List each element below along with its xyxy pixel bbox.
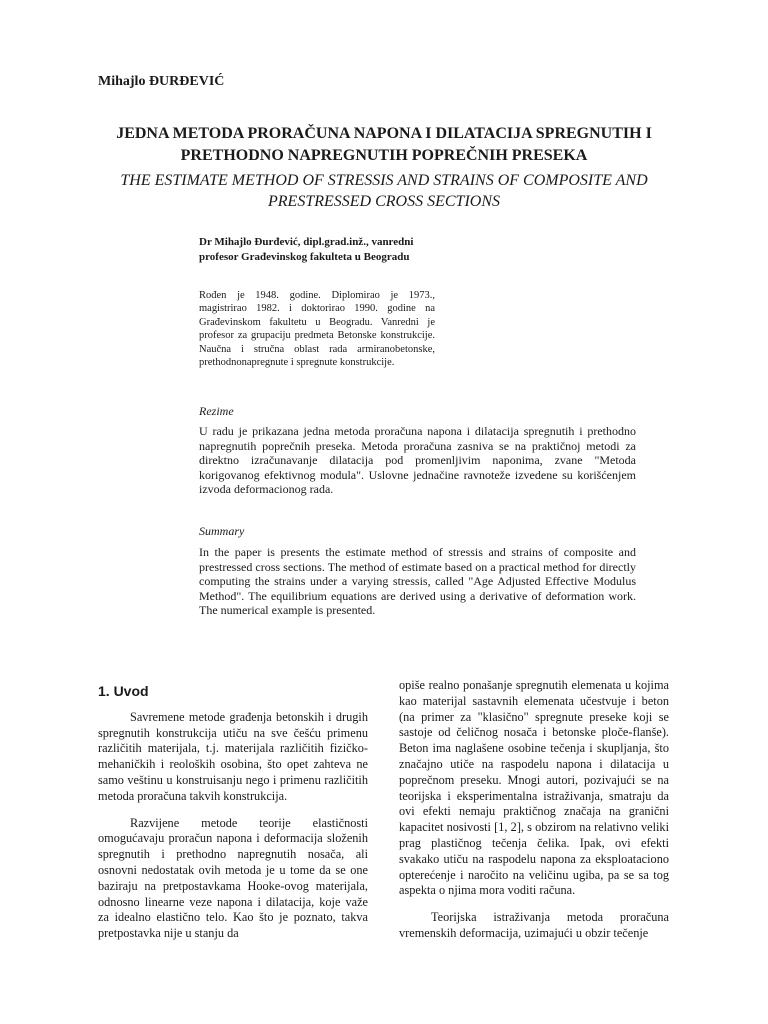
- paragraph-1: Savremene metode građenja betonskih i drugih spregnutih konstrukcija utiču na sve češću primenu različitih materijala, t.j. materijala različitih fizičko-mehaničkih i reoloških osobina, što opet zahteva ne samo veštinu u konstruisanju nego i primenu različitih metoda proračuna takvih konstrukcija.: [98, 709, 368, 803]
- rezime-text: U radu je prikazana jedna metoda proračuna napona i dilatacija spregnutih i prethodno napregnutih poprečnih preseka. Metoda proračuna zasniva se na praktičnoj metodi za direktno izračunavanje dilatacija pod promenljivim naponima, zvane "Metoda korigovanog efektivnog modula". Uslovne jednačine ravnoteže izvedene su korišćenjem izvoda deformacionog rada.: [199, 424, 636, 497]
- section-heading-uvod: 1. Uvod: [98, 683, 149, 699]
- paragraph-4: Teorijska istraživanja metoda proračuna vremenskih deformacija, uzimajući u obzir tečenje: [399, 910, 669, 940]
- paper-title: [60, 123, 708, 167]
- title-line-2: PRETHODNO NAPREGNUTIH POPREČNIH PRESEKA: [180, 147, 588, 164]
- author-name: Mihajlo ĐURĐEVIĆ: [98, 74, 225, 89]
- subtitle-line-2: PRESTRESSED CROSS SECTIONS: [268, 193, 500, 210]
- column-left: [98, 684, 368, 953]
- subtitle-line-1: THE ESTIMATE METHOD OF STRESSIS AND STRAINS OF COMPOSITE AND: [120, 172, 648, 189]
- paragraph-2: Razvijene metode teorije elastičnosti omogućavaju proračun napona i deformacija složenih spregnutih i prethodno napregnutih nosača, ali osnovni nedostatak ovih metoda je u tome da se one baziraju na pretpostavkama Hooke-ovog materijala, odnosno linearne veze napona i dilatacija, koje važe za idealno elastično telo. Kao što je poznato, takva pretpostavka nije u stanju da: [98, 815, 368, 941]
- summary-label: Summary: [199, 524, 245, 538]
- rezime-label: Rezime: [199, 404, 234, 418]
- paragraph-3: opiše realno ponašanje spregnutih elemenata u kojima kao materijal sastavnih elemenata učestvuje i beton (na primer za "klasično" spregnute preseke koji se sastoje od čeličnog nosača i betonske ploče-flanše). Beton ima naglašene osobine tečenja i skupljanja, što značajno utiče na raspodelu napona i dilatacija u poprečnom preseku. Mnogi autori, pozivajući se na teorijska i eksperimentalna istraživanja, smatraju da ovi efekti nemaju praktičnog značaja na granični kapacitet nosivosti [1, 2], s obzirom na relativno veliki prag plastičnog tečenja čelika. Ipak, ovi efekti svakako utiču na raspodelu napona za eksploataciono opterećenje i naročito na veličinu ugiba, pa se sa tog aspekta o njima mora voditi računa.: [399, 678, 669, 898]
- title-line-1: JEDNA METODA PRORAČUNA NAPONA I DILATACIJA SPREGNUTIH I: [116, 125, 652, 142]
- column-right: [399, 678, 669, 953]
- author-biography: Rođen je 1948. godine. Diplomirao je 1973., magistrirao 1982. i doktorirao 1990. godine na Građevinskom fakultetu u Beogradu. Vanredni je profesor za grupaciju predmeta Betonske konstrukcije. Naučna i stručna oblast rada armiranobetonske, prethodnonapregnute i spregnute konstrukcije.: [199, 290, 435, 369]
- paper-subtitle-english: [60, 170, 708, 212]
- author-affiliation: Dr Mihajlo Đurđević, dipl.grad.inž., vanredni profesor Građevinskog fakulteta u Beogradu: [199, 236, 414, 263]
- summary-text: In the paper is presents the estimate method of stressis and strains of composite and prestressed cross sections. The method of estimate based on a practical method for directly computing the strains under a varying stressis, called "Age Adjusted Effective Modulus Method". The equilibrium equations are derived using a derivative of deformation work. The numerical example is presented.: [199, 545, 636, 618]
